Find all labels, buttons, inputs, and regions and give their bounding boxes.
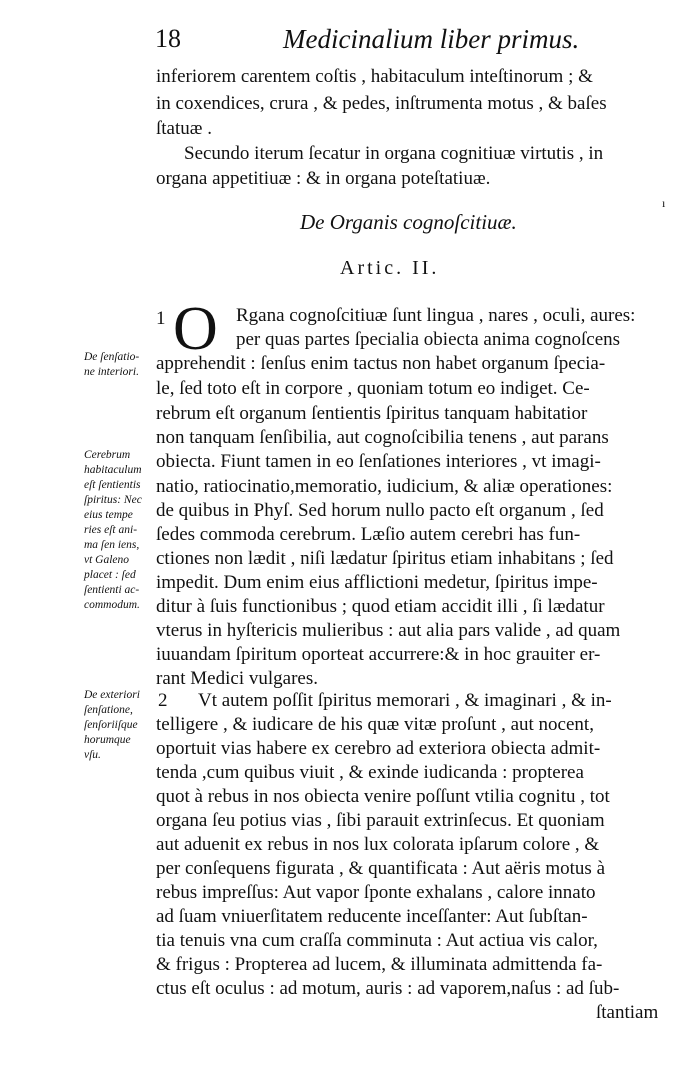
text-line: impedit. Dum enim eius afflictioni medetur, ſpiritus impe- <box>156 572 598 593</box>
text-line: ſedes commoda cerebrum. Læſio autem cerebri has fun- <box>156 524 581 545</box>
margin-note-line: eius tempe <box>84 509 133 521</box>
stray-mark: ı <box>662 196 666 210</box>
margin-note <box>84 688 154 763</box>
text-line: ad ſuam vniuerſitatem reducente inceſſanter: Aut ſubſtan- <box>156 906 588 927</box>
margin-note-line: De ſenſatio- <box>84 351 140 363</box>
text-line: le, ſed toto eſt in corpore , quoniam totum eo indiget. Ce- <box>156 378 590 399</box>
text-line: quot à rebus in nos obiecta venire poſſunt vtilia cognitu , tot <box>156 786 610 807</box>
text-line: Vt autem poſſit ſpiritus memorari , & imaginari , & in- <box>198 690 612 711</box>
margin-note-line: ne interiori. <box>84 366 139 378</box>
text-line: tenda ,cum quibus viuit , & exinde iudicanda : propterea <box>156 762 584 783</box>
text-line: natio, ratiocinatio,memoratio, iudicium, & aliæ operationes: <box>156 476 613 497</box>
margin-note-line: ſenſatione, <box>84 704 133 716</box>
text-line: per quas partes ſpecialia obiecta anima cognoſcens <box>236 329 621 350</box>
text-line: apprehendit : ſenſus enim tactus non habet organum ſpecia- <box>156 353 606 374</box>
margin-note-line: ma ſen iens, <box>84 539 140 551</box>
margin-note <box>84 448 154 613</box>
margin-note-line: ries eſt ani- <box>84 524 138 536</box>
text-line: ſtatuæ . <box>156 118 212 139</box>
page-number: 18 <box>155 24 181 53</box>
text-line: ctus eſt oculus : ad motum, auris : ad vaporem,naſus : ad ſub- <box>156 978 620 999</box>
text-line: organa appetitiuæ : & in organa poteſtatiuæ. <box>156 168 491 189</box>
margin-note-line: eſt ſentientis <box>84 479 141 491</box>
text-line: obiecta. Fiunt tamen in eo ſenſationes interiores , vt imagi- <box>156 451 601 472</box>
margin-note-line: De exteriori <box>84 689 140 701</box>
margin-note-line: Cerebrum <box>84 449 131 461</box>
margin-note <box>84 350 154 380</box>
text-line: non tanquam ſenſibilia, aut cognoſcibilia tenens , aut parans <box>156 427 609 448</box>
text-line: ctiones non lædit , niſi lædatur ſpiritus etiam inhabitans ; ſed <box>156 548 614 569</box>
margin-note-line: ſpiritus: Nec <box>84 494 142 506</box>
text-line: rant Medici vulgares. <box>156 668 318 689</box>
text-line: vterus in hyſtericis mulieribus : aut alia pars valide , ad quam <box>156 620 621 641</box>
drop-cap: O <box>173 295 218 363</box>
margin-note-line: vſu. <box>84 749 101 761</box>
text-line: de quibus in Phyſ. Sed horum nullo pacto eſt organum , ſed <box>156 500 604 521</box>
article-heading: Artic. II. <box>340 257 440 279</box>
text-line: aut aduenit ex rebus in nos lux colorata ipſarum colore , & <box>156 834 600 855</box>
section-title: De Organis cognoſcitiuæ. <box>300 210 517 234</box>
text-line: ditur à ſuis functionibus ; quod etiam accidit illi , ſi lædatur <box>156 596 605 617</box>
text-line: in coxendices, crura , & pedes, inſtrumenta motus , & baſes <box>156 93 607 114</box>
text-line: oportuit vias habere ex cerebro ad exteriora obiecta admit- <box>156 738 601 759</box>
text-line: Secundo iterum ſecatur in organa cognitiuæ virtutis , in <box>184 143 604 164</box>
text-line: iuuandam ſpiritum oporteat accurrere:& in hoc grauiter er- <box>156 644 601 665</box>
text-line: Rgana cognoſcitiuæ ſunt lingua , nares , oculi, aures: <box>236 305 636 326</box>
margin-note-line: ſenſoriiſque <box>84 719 138 731</box>
margin-note-line: placet : ſed <box>84 569 136 581</box>
text-line: telligere , & iudicare de his quæ vitæ proſunt , aut nocent, <box>156 714 594 735</box>
text-line: organa ſeu potius vias , ſibi parauit extrinſecus. Et quoniam <box>156 810 605 831</box>
margin-note-line: commodum. <box>84 599 140 611</box>
paragraph-number: 1 <box>156 308 166 329</box>
margin-note-line: ſentienti ac- <box>84 584 140 596</box>
text-line: per conſequens figurata , & quantificata : Aut aëris motus à <box>156 858 605 879</box>
running-head <box>155 14 675 54</box>
text-line: inferiorem carentem coſtis , habitaculum inteſtinorum ; & <box>156 66 593 87</box>
margin-note-line: habitaculum <box>84 464 142 476</box>
text-line: rebrum eſt organum ſentientis ſpiritus tanquam habitatior <box>156 403 588 424</box>
text-line: tia tenuis vna cum craſſa comminuta : Aut actiua vis calor, <box>156 930 598 951</box>
running-title: Medicinalium liber primus. <box>283 24 580 54</box>
text-line: rebus impreſſus: Aut vapor ſponte exhalans , calore innato <box>156 882 596 903</box>
margin-note-line: horumque <box>84 734 131 746</box>
margin-note-line: vt Galeno <box>84 554 130 566</box>
paragraph-number: 2 <box>158 690 168 711</box>
catchword: ſtantiam <box>596 1002 659 1023</box>
text-line: & frigus : Propterea ad lucem, & illuminata admittenda fa- <box>156 954 603 975</box>
